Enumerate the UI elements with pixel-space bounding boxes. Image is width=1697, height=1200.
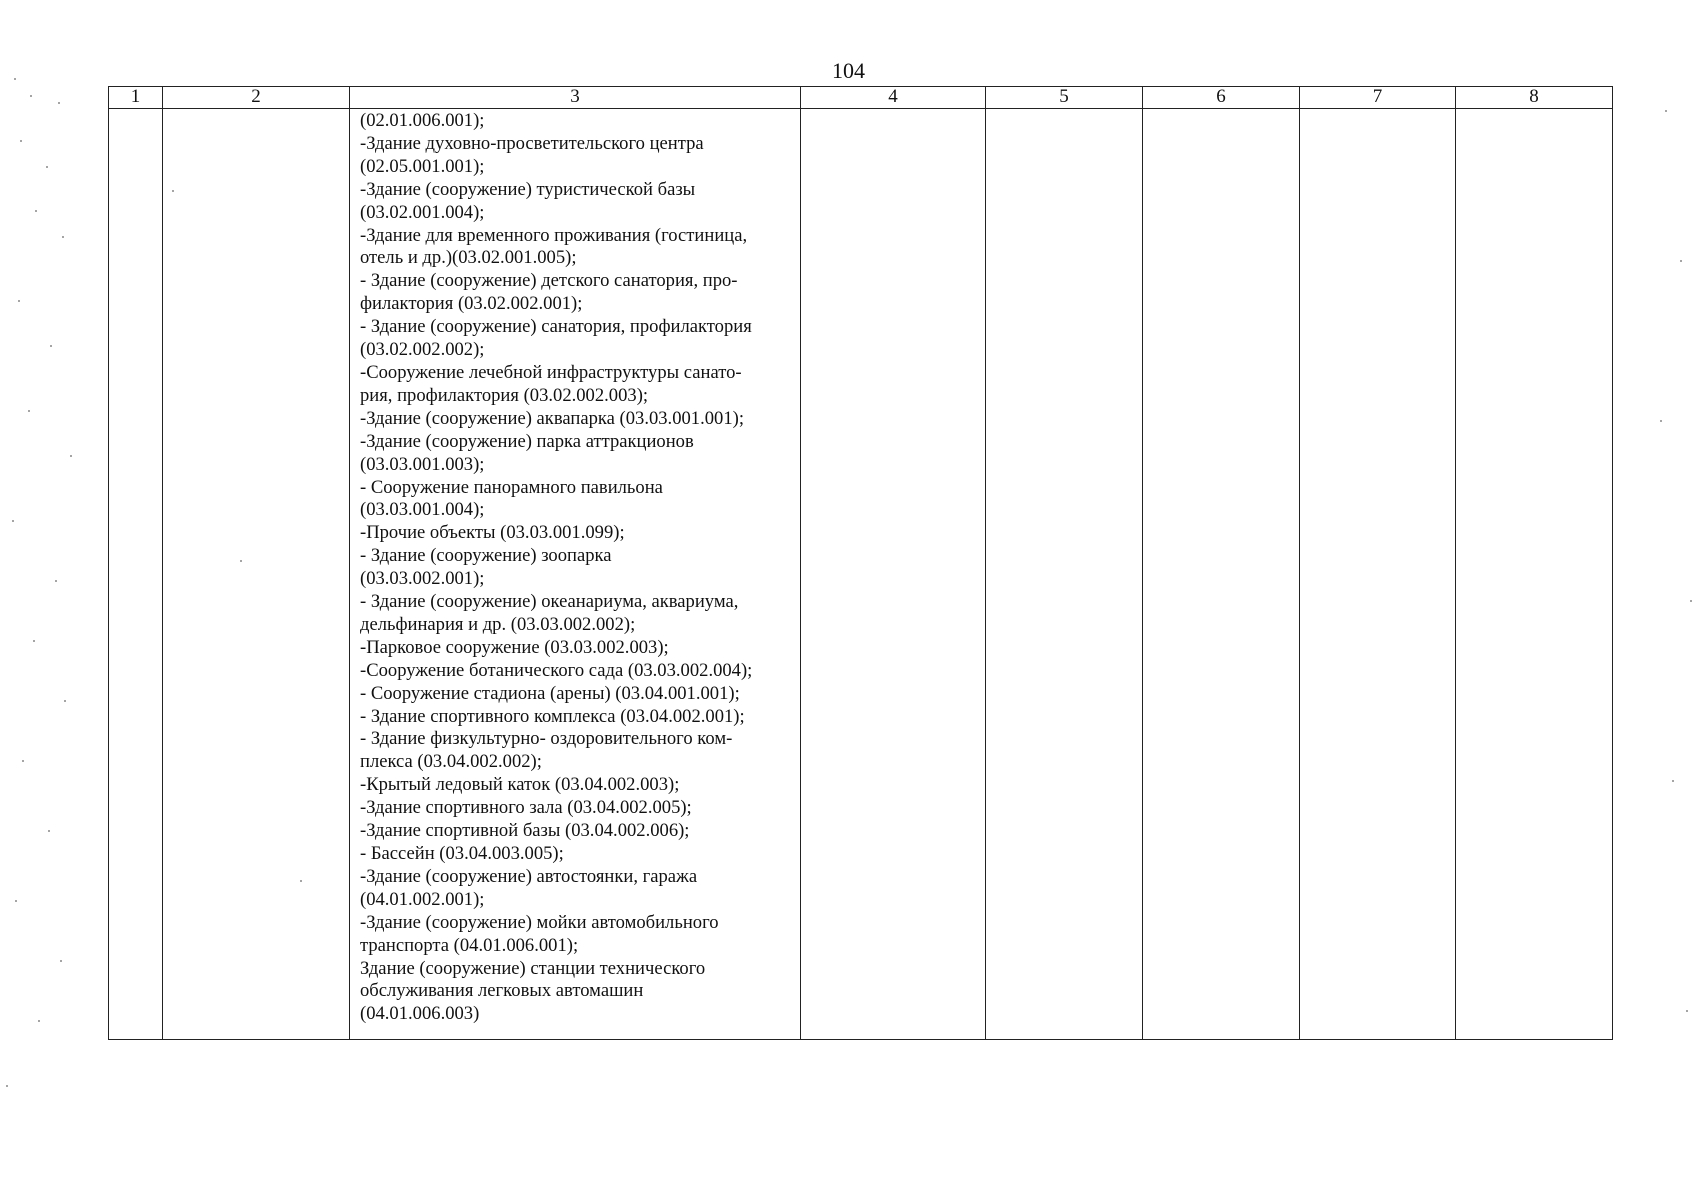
cell-col-3-object-list	[350, 109, 801, 1040]
object-list-line: Здание (сооружение) станции технического	[360, 957, 706, 979]
object-list-line: -Здание (сооружение) парка аттракционов	[360, 430, 694, 452]
scan-speck	[22, 760, 24, 762]
scan-speck	[35, 210, 37, 212]
object-list-line: - Бассейн (03.04.003.005);	[360, 843, 564, 864]
scan-speck	[55, 580, 57, 582]
column-header-7: 7	[1300, 87, 1456, 109]
table-row	[109, 109, 1613, 1040]
scan-speck	[28, 410, 30, 412]
object-list-line: - Сооружение панорамного павильона	[360, 476, 663, 498]
scan-speck	[18, 300, 20, 302]
scan-speck	[50, 345, 52, 347]
header-row	[109, 87, 1613, 109]
scan-speck	[1686, 1010, 1688, 1012]
column-header-6: 6	[1143, 87, 1300, 109]
column-header-2: 2	[163, 87, 350, 109]
scan-speck	[33, 640, 35, 642]
object-list-line: -Крытый ледовый каток (03.04.002.003);	[360, 774, 680, 796]
scan-speck	[6, 1085, 8, 1087]
object-list-line: -Здание для временного проживания (гостиница,	[360, 224, 748, 246]
object-list-line: (04.01.002.001);	[360, 888, 485, 910]
object-list-line: -Парковое сооружение (03.03.002.003);	[360, 636, 669, 658]
scan-speck	[64, 700, 66, 702]
scan-speck	[12, 520, 14, 522]
object-list-line: -Здание духовно-просветительского центра	[360, 132, 704, 154]
object-list-line: (03.03.001.004);	[360, 499, 485, 521]
cell-col-1	[109, 109, 163, 1040]
cell-col-5	[986, 109, 1143, 1040]
object-list-line: - Здание (сооружение) зоопарка	[360, 545, 612, 567]
object-list-line: (02.05.001.001);	[360, 155, 485, 177]
object-list-line: -Здание спортивной базы (03.04.002.006);	[360, 820, 690, 842]
scan-speck	[1680, 260, 1682, 262]
column-header-4: 4	[801, 87, 986, 109]
scan-speck	[48, 830, 50, 832]
object-list-line: (03.03.001.003);	[360, 453, 485, 475]
object-list-line: -Здание (сооружение) аквапарка (03.03.001.001);	[360, 407, 744, 429]
object-list-line: рия, профилактория (03.02.002.003);	[360, 384, 649, 406]
object-list-line: (03.02.002.002);	[360, 339, 485, 361]
scan-speck	[300, 880, 302, 882]
object-list-line: дельфинария и др. (03.03.002.002);	[360, 613, 636, 635]
object-list-line: - Здание спортивного комплекса (03.04.002.001);	[360, 705, 745, 727]
object-list-line: - Здание (сооружение) океанариума, аквариума,	[360, 591, 739, 613]
column-header-5: 5	[986, 87, 1143, 109]
cell-col-4	[801, 109, 986, 1040]
scan-speck	[30, 95, 32, 97]
page-number: 104	[832, 58, 865, 83]
scan-speck	[15, 900, 17, 902]
scan-speck	[172, 190, 174, 192]
object-list-line: (04.01.006.003)	[360, 1003, 480, 1025]
scan-speck	[14, 78, 16, 80]
object-list-line: - Здание физкультурно- оздоровительного ком-	[360, 728, 733, 750]
scan-speck	[1665, 110, 1667, 112]
scan-speck	[240, 560, 242, 562]
object-list-line: плекса (03.04.002.002);	[360, 751, 542, 773]
column-header-8: 8	[1456, 87, 1613, 109]
object-list-line: -Прочие объекты (03.03.001.099);	[360, 522, 625, 544]
object-list-line: - Здание (сооружение) санатория, профилактория	[360, 316, 752, 338]
column-header-1: 1	[109, 87, 163, 109]
cell-col-6	[1143, 109, 1300, 1040]
object-list-line: (02.01.006.001);	[360, 110, 485, 131]
scan-speck	[70, 455, 72, 457]
object-list-line: - Здание (сооружение) детского санатория, про-	[360, 270, 738, 292]
document-table	[108, 86, 1613, 1040]
object-list-line: обслуживания легковых автомашин	[360, 980, 644, 1002]
object-list-line: (03.02.001.004);	[360, 201, 485, 223]
scan-speck	[20, 140, 22, 142]
object-list-line: отель и др.)(03.02.001.005);	[360, 247, 577, 269]
scan-speck	[1660, 420, 1662, 422]
scan-speck	[1690, 600, 1692, 602]
object-list-line: -Здание (сооружение) мойки автомобильного	[360, 911, 719, 933]
scan-speck	[1672, 780, 1674, 782]
object-list-line: (03.03.002.001);	[360, 568, 485, 590]
object-list-line: транспорта (04.01.006.001);	[360, 934, 579, 956]
scan-speck	[46, 166, 48, 168]
object-list-line: -Сооружение лечебной инфраструктуры санато-	[360, 361, 742, 383]
cell-col-2	[163, 109, 350, 1040]
cell-col-8	[1456, 109, 1613, 1040]
object-list-line: -Здание (сооружение) туристической базы	[360, 178, 696, 200]
column-header-3: 3	[350, 87, 801, 109]
object-list-line: филактория (03.02.002.001);	[360, 293, 583, 315]
scan-speck	[62, 236, 64, 238]
object-list-line: -Сооружение ботанического сада (03.03.002.004);	[360, 659, 753, 681]
scan-speck	[38, 1020, 40, 1022]
object-list-line: - Сооружение стадиона (арены) (03.04.001.001);	[360, 682, 740, 704]
cell-col-7	[1300, 109, 1456, 1040]
scan-speck	[58, 102, 60, 104]
scan-speck	[60, 960, 62, 962]
object-list-line: -Здание спортивного зала (03.04.002.005);	[360, 797, 692, 819]
object-list-line: -Здание (сооружение) автостоянки, гаража	[360, 865, 698, 887]
